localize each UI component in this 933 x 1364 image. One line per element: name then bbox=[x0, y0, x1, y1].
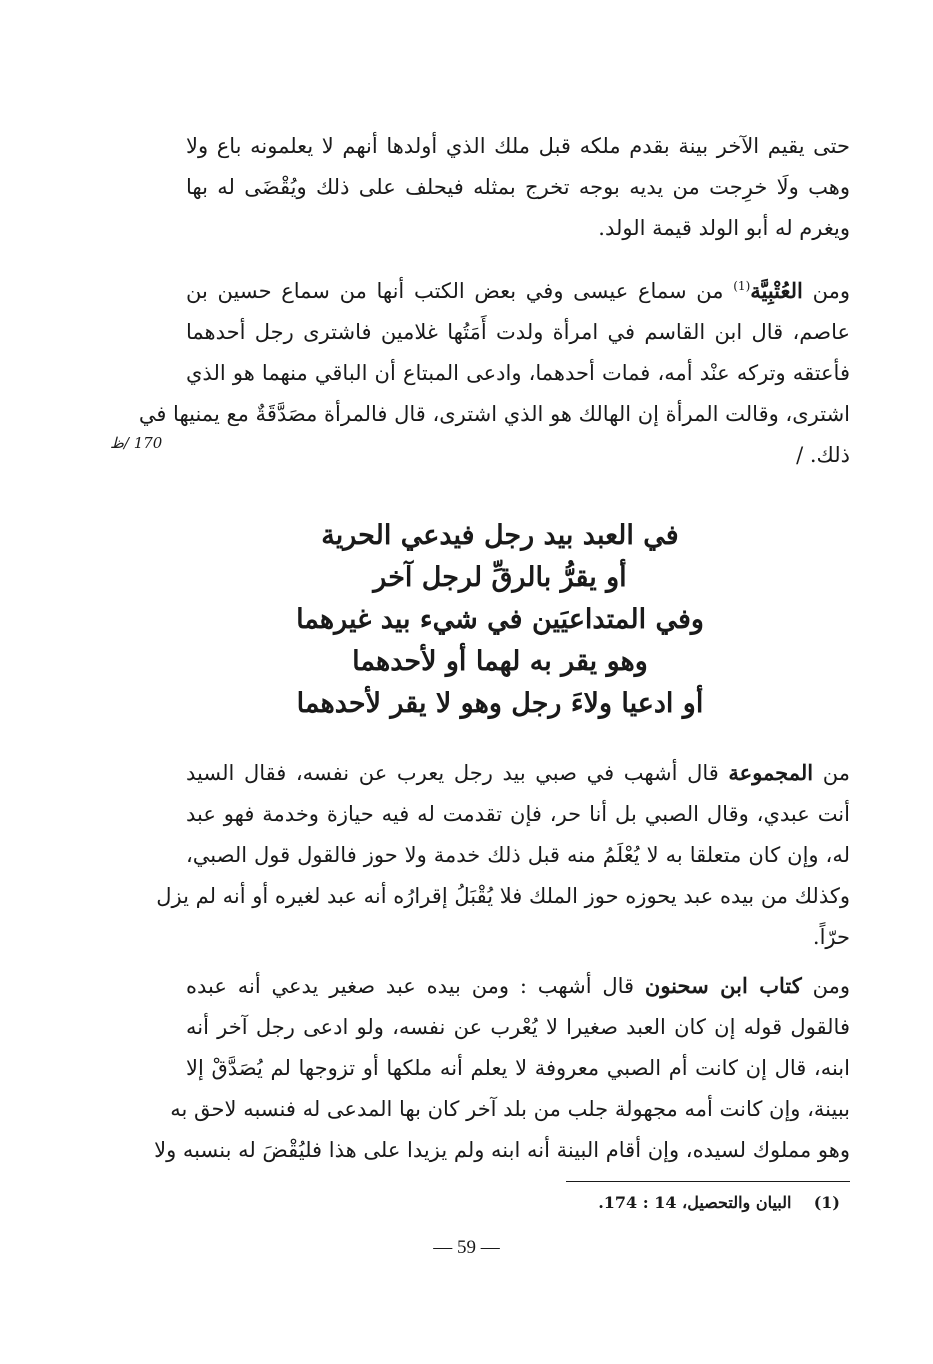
paragraph-3-line-5: حرّاً. bbox=[812, 925, 850, 949]
paragraph-4-line-3: ابنه، قال إن كانت أم الصبي معروفة لا يعلم أنه ملكها أو تزوجها لم يُصَدَّقْ إلا bbox=[186, 1056, 850, 1080]
footnote-divider bbox=[566, 1181, 850, 1182]
source-title-majmua: المجموعة bbox=[728, 760, 814, 785]
paragraph-1-line-1: حتى يقيم الآخر بينة بقدم ملكه قبل ملك الذي أولدها أنهم لا يعلمونه باع ولا bbox=[186, 134, 850, 158]
paragraph-2-line-3: فأعتقه وتركه عنْد أمه، فمات أحدهما، وادعى المبتاع أن الباقي منهما هو الذي bbox=[186, 361, 850, 385]
paragraph-3-line-1-text: قال أشهب في صبي بيد رجل يعرب عن نفسه، فقال السيد bbox=[186, 761, 719, 785]
source-title-ibn-sahnun: كتاب ابن سحنون bbox=[644, 973, 802, 998]
footnote-marker: (1) bbox=[813, 1193, 840, 1212]
footnote-reference: (1) bbox=[733, 279, 751, 293]
paragraph-4-line-5: وهو مملوك لسيده، وإن أقام البينة أنه ابنه ولم يزيدا على هذا فليُقْضَ له بنسبه ولا bbox=[154, 1138, 850, 1162]
paragraph-2-line-1-text: من سماع عيسى وفي بعض الكتب أنها من سماع حسين بن bbox=[186, 279, 724, 303]
paragraph-3-line-3: له، وإن كان متعلقا به لا يُعْلَمُ منه قبل ذلك خدمة ولا حوز فالقول قول الصبي، bbox=[186, 843, 850, 867]
heading-line-1: في العبد بيد رجل فيدعي الحرية bbox=[321, 520, 679, 551]
paragraph-1-line-3: ويغرم له أبو الولد قيمة الولد. bbox=[598, 216, 850, 240]
paragraph-3-line-1 bbox=[186, 752, 850, 794]
heading-line-3: وفي المتداعيَين في شيء بيد غيرهما bbox=[296, 604, 704, 635]
footnote bbox=[500, 1193, 840, 1212]
paragraph-1 bbox=[186, 126, 850, 249]
paragraph-2-line-1 bbox=[186, 266, 850, 312]
paragraph-4-line-1-text: قال أشهب : ومن بيده عبد صغير يدعي أنه عبده bbox=[186, 974, 635, 998]
paragraph-2-line-4: اشترى، وقالت المرأة إن الهالك هو الذي اشترى، قال فالمرأة مصَدَّقَةٌ مع يمنيها في bbox=[138, 402, 850, 426]
footnote-text: البيان والتحصيل، 14 : 174. bbox=[598, 1193, 792, 1212]
paragraph-3-line-4: وكذلك من بيده عبد يحوزه حوز الملك فلا يُقْبَلُ إقرارُه أنه عبد لغيره أو أنه لم يزل bbox=[156, 884, 850, 908]
paragraph-4-lead: ومن bbox=[812, 974, 850, 998]
heading-line-2: أو يقرُّ بالرقِّ لرجل آخر bbox=[373, 562, 627, 593]
paragraph-1-line-2: وهب ولَا خرِجت من يديه بوجه تخرج بمثله فيحلف على ذلك ويُقْضَى له بها bbox=[186, 175, 850, 199]
source-title-utbiyya: العُتْبِيَّة bbox=[750, 278, 803, 303]
paragraph-4-line-4: ببينة، وإن كانت أمه مجهولة جلب من بلد آخر كان بها المدعى له فنسبه لاحق به bbox=[170, 1097, 850, 1121]
page-number: — 59 — bbox=[433, 1237, 500, 1258]
heading-line-5: أو ادعيا ولاءَ رجل وهو لا يقر لأحدهما bbox=[296, 688, 704, 719]
paragraph-3 bbox=[156, 752, 850, 958]
paragraph-2-line-5: ذلك. / bbox=[796, 443, 850, 467]
manuscript-folio-note: 170 /ظ bbox=[110, 434, 163, 452]
chapter-heading bbox=[240, 515, 760, 725]
paragraph-2 bbox=[138, 266, 850, 476]
paragraph-2-line-2: عاصم، قال ابن القاسم في امرأة ولدت أَمَتُها غلامين فاشترى رجل أحدهما bbox=[186, 320, 850, 344]
paragraph-4 bbox=[154, 965, 850, 1171]
paragraph-4-line-1 bbox=[186, 965, 850, 1007]
paragraph-2-lead: ومن bbox=[812, 279, 850, 303]
paragraph-3-lead: من bbox=[822, 761, 850, 785]
heading-line-4: وهو يقر به لهما أو لأحدهما bbox=[352, 646, 648, 677]
paragraph-3-line-2: أنت عبدي، وقال الصبي بل أنا حر، فإن تقدمت له فيه حيازة وخدمة فهو عبد bbox=[186, 802, 850, 826]
paragraph-4-line-2: فالقول قوله إن كان العبد صغيرا لا يُعْرب عن نفسه، ولو ادعى رجل آخر أنه bbox=[186, 1015, 850, 1039]
